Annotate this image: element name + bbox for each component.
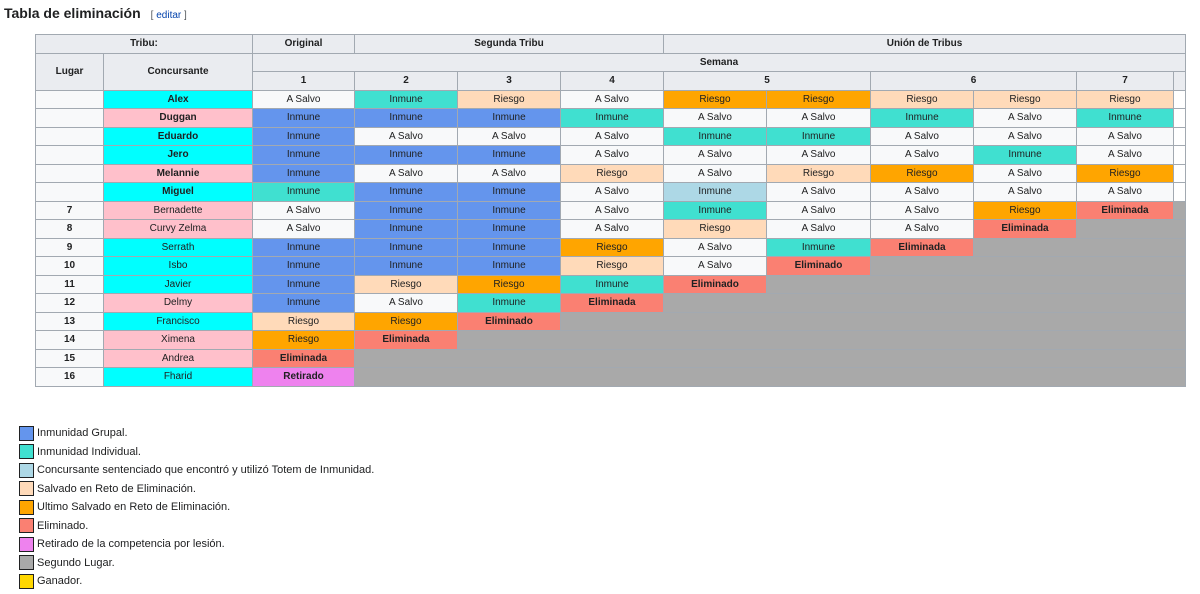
status-cell — [1174, 183, 1186, 202]
status-cell: Riesgo — [767, 90, 871, 109]
status-cell: Retirado — [253, 368, 355, 387]
table-row — [36, 201, 1186, 220]
status-cell: Inmune — [458, 220, 561, 239]
place-cell — [36, 146, 104, 165]
status-cell: A Salvo — [974, 127, 1077, 146]
place-cell: 13 — [36, 312, 104, 331]
status-cell — [1174, 146, 1186, 165]
eliminated-gray-cell — [355, 368, 1186, 387]
legend-label: Eliminado. — [37, 519, 89, 532]
status-cell: Inmune — [458, 109, 561, 128]
legend-swatch — [19, 481, 34, 496]
status-cell: Riesgo — [458, 275, 561, 294]
place-cell: 14 — [36, 331, 104, 350]
table-row — [36, 257, 1186, 276]
status-cell: A Salvo — [664, 257, 767, 276]
status-cell: Riesgo — [664, 90, 767, 109]
status-cell: A Salvo — [561, 90, 664, 109]
status-cell: Inmune — [253, 146, 355, 165]
status-cell: A Salvo — [561, 127, 664, 146]
table-body — [36, 90, 1186, 386]
status-cell: Inmune — [664, 127, 767, 146]
status-cell: Inmune — [355, 90, 458, 109]
table-row — [36, 368, 1186, 387]
status-cell: Inmune — [253, 109, 355, 128]
table-row — [36, 275, 1186, 294]
status-cell: Riesgo — [253, 312, 355, 331]
status-cell: Riesgo — [561, 257, 664, 276]
status-cell: Inmune — [561, 109, 664, 128]
status-cell: A Salvo — [355, 127, 458, 146]
status-cell: A Salvo — [664, 238, 767, 257]
status-cell: Inmune — [767, 238, 871, 257]
status-cell: Eliminada — [974, 220, 1077, 239]
status-cell: Riesgo — [974, 90, 1077, 109]
edit-link[interactable]: editar — [156, 10, 182, 21]
contestant-name: Alex — [104, 90, 253, 109]
status-cell: Inmune — [253, 294, 355, 313]
status-cell: Inmune — [253, 238, 355, 257]
status-cell: Eliminado — [458, 312, 561, 331]
table-row — [36, 220, 1186, 239]
legend-label: Salvado en Reto de Eliminación. — [37, 482, 196, 495]
status-cell: Riesgo — [974, 201, 1077, 220]
status-cell: A Salvo — [767, 220, 871, 239]
legend-swatch — [19, 518, 34, 533]
place-cell: 9 — [36, 238, 104, 257]
table-row — [36, 164, 1186, 183]
status-cell: Inmune — [561, 275, 664, 294]
section-heading — [4, 5, 187, 25]
table-row — [36, 183, 1186, 202]
place-cell: 12 — [36, 294, 104, 313]
status-cell: Inmune — [253, 127, 355, 146]
header-semana: Semana — [253, 53, 1186, 72]
status-cell: Inmune — [355, 183, 458, 202]
legend-label: Inmunidad Individual. — [37, 445, 141, 458]
status-cell: Inmune — [355, 146, 458, 165]
status-cell: Riesgo — [561, 164, 664, 183]
legend-label: Segundo Lugar. — [37, 556, 115, 569]
place-cell — [36, 183, 104, 202]
legend-swatch — [19, 537, 34, 552]
status-cell: Riesgo — [355, 275, 458, 294]
legend-item — [19, 517, 374, 536]
status-cell: Inmune — [458, 294, 561, 313]
status-cell: Inmune — [458, 238, 561, 257]
elimination-table — [35, 34, 1186, 387]
legend-item — [19, 424, 374, 443]
edit-section — [151, 10, 187, 21]
table-row — [36, 90, 1186, 109]
status-cell: Inmune — [355, 109, 458, 128]
status-cell: Riesgo — [253, 331, 355, 350]
eliminated-gray-cell — [767, 275, 1186, 294]
status-cell: A Salvo — [767, 183, 871, 202]
status-cell: A Salvo — [974, 183, 1077, 202]
status-cell: A Salvo — [253, 201, 355, 220]
status-cell: Inmune — [458, 183, 561, 202]
status-cell: Eliminada — [561, 294, 664, 313]
legend-label: Retirado de la competencia por lesión. — [37, 538, 225, 551]
status-cell: Inmune — [355, 220, 458, 239]
place-cell — [36, 127, 104, 146]
status-cell: A Salvo — [458, 127, 561, 146]
status-cell: A Salvo — [871, 201, 974, 220]
status-cell: Riesgo — [1077, 164, 1174, 183]
header-tribu: Tribu: — [36, 35, 253, 54]
status-cell: A Salvo — [355, 294, 458, 313]
status-cell: Riesgo — [871, 90, 974, 109]
contestant-name: Eduardo — [104, 127, 253, 146]
contestant-name: Bernadette — [104, 201, 253, 220]
legend-label: Inmunidad Grupal. — [37, 427, 128, 440]
eliminated-gray-cell — [974, 238, 1186, 257]
legend — [19, 424, 374, 591]
status-cell: A Salvo — [767, 201, 871, 220]
status-cell: A Salvo — [253, 90, 355, 109]
legend-swatch — [19, 426, 34, 441]
status-cell: Inmune — [767, 127, 871, 146]
place-cell — [36, 164, 104, 183]
contestant-name: Jero — [104, 146, 253, 165]
status-cell: Inmune — [458, 257, 561, 276]
status-cell: Inmune — [974, 146, 1077, 165]
status-cell: A Salvo — [561, 146, 664, 165]
week-header: 1 — [253, 72, 355, 91]
contestant-name: Delmy — [104, 294, 253, 313]
legend-swatch — [19, 500, 34, 515]
week-header: 3 — [458, 72, 561, 91]
eliminated-gray-cell — [561, 312, 1186, 331]
eliminated-gray-cell — [1174, 201, 1186, 220]
contestant-name: Ximena — [104, 331, 253, 350]
eliminated-gray-cell — [355, 349, 1186, 368]
status-cell: Inmune — [458, 201, 561, 220]
status-cell: Inmune — [253, 275, 355, 294]
status-cell: Inmune — [664, 201, 767, 220]
status-cell: Riesgo — [767, 164, 871, 183]
place-cell: 10 — [36, 257, 104, 276]
legend-label: Ganador. — [37, 575, 83, 588]
week-header: 2 — [355, 72, 458, 91]
status-cell: Riesgo — [355, 312, 458, 331]
status-cell: Inmune — [355, 257, 458, 276]
status-cell: Inmune — [458, 146, 561, 165]
place-cell: 15 — [36, 349, 104, 368]
contestant-name: Andrea — [104, 349, 253, 368]
status-cell: Riesgo — [664, 220, 767, 239]
week-header: 4 — [561, 72, 664, 91]
place-cell — [36, 109, 104, 128]
status-cell: Eliminada — [253, 349, 355, 368]
place-cell: 16 — [36, 368, 104, 387]
status-cell: A Salvo — [767, 109, 871, 128]
status-cell: A Salvo — [664, 109, 767, 128]
legend-item — [19, 443, 374, 462]
eliminated-gray-cell — [871, 257, 1186, 276]
status-cell: Eliminado — [664, 275, 767, 294]
header-concursante: Concursante — [104, 53, 253, 90]
table-row — [36, 238, 1186, 257]
status-cell: Eliminada — [355, 331, 458, 350]
contestant-name: Miguel — [104, 183, 253, 202]
eliminated-gray-cell — [664, 294, 1186, 313]
status-cell: Riesgo — [1077, 90, 1174, 109]
status-cell: A Salvo — [871, 127, 974, 146]
status-cell: A Salvo — [974, 164, 1077, 183]
legend-swatch — [19, 574, 34, 589]
status-cell: A Salvo — [871, 183, 974, 202]
status-cell: A Salvo — [1077, 127, 1174, 146]
status-cell: A Salvo — [561, 220, 664, 239]
status-cell — [1174, 164, 1186, 183]
status-cell: Inmune — [871, 109, 974, 128]
status-cell: A Salvo — [871, 220, 974, 239]
bracket-close: ] — [184, 10, 187, 21]
bracket-open: [ — [150, 10, 154, 21]
eliminated-gray-cell — [1077, 220, 1186, 239]
place-cell: 11 — [36, 275, 104, 294]
table-row — [36, 109, 1186, 128]
legend-swatch — [19, 463, 34, 478]
place-cell — [36, 90, 104, 109]
status-cell: A Salvo — [871, 146, 974, 165]
week-header: 5 — [664, 72, 871, 91]
contestant-name: Francisco — [104, 312, 253, 331]
status-cell: A Salvo — [974, 109, 1077, 128]
contestant-name: Duggan — [104, 109, 253, 128]
legend-item — [19, 480, 374, 499]
header-lugar: Lugar — [36, 53, 104, 90]
status-cell: A Salvo — [355, 164, 458, 183]
status-cell: Inmune — [253, 183, 355, 202]
legend-swatch — [19, 555, 34, 570]
table-row — [36, 312, 1186, 331]
legend-label: Ultimo Salvado en Reto de Eliminación. — [37, 501, 231, 514]
status-cell: A Salvo — [458, 164, 561, 183]
status-cell: Inmune — [355, 238, 458, 257]
status-cell: Riesgo — [871, 164, 974, 183]
table-row — [36, 294, 1186, 313]
table-row — [36, 146, 1186, 165]
contestant-name: Serrath — [104, 238, 253, 257]
legend-swatch — [19, 444, 34, 459]
table-row — [36, 331, 1186, 350]
week-header: 7 — [1077, 72, 1174, 91]
contestant-name: Curvy Zelma — [104, 220, 253, 239]
eliminated-gray-cell — [458, 331, 1186, 350]
legend-item — [19, 498, 374, 517]
place-cell: 7 — [36, 201, 104, 220]
status-cell: A Salvo — [1077, 183, 1174, 202]
status-cell: Inmune — [253, 164, 355, 183]
status-cell: A Salvo — [1077, 146, 1174, 165]
status-cell: Inmune — [355, 201, 458, 220]
status-cell: Eliminada — [871, 238, 974, 257]
status-cell: Eliminada — [1077, 201, 1174, 220]
table-row — [36, 349, 1186, 368]
status-cell: Riesgo — [561, 238, 664, 257]
status-cell: Inmune — [664, 183, 767, 202]
status-cell: A Salvo — [664, 146, 767, 165]
legend-item — [19, 572, 374, 591]
status-cell: Inmune — [253, 257, 355, 276]
status-cell: A Salvo — [561, 201, 664, 220]
legend-item — [19, 535, 374, 554]
status-cell — [1174, 127, 1186, 146]
contestant-name: Isbo — [104, 257, 253, 276]
week-header: 6 — [871, 72, 1077, 91]
status-cell: A Salvo — [767, 146, 871, 165]
status-cell: Riesgo — [458, 90, 561, 109]
table-row — [36, 127, 1186, 146]
contestant-name: Fharid — [104, 368, 253, 387]
week-header-extra — [1174, 72, 1186, 91]
status-cell: Inmune — [1077, 109, 1174, 128]
legend-item — [19, 461, 374, 480]
status-cell — [1174, 109, 1186, 128]
contestant-name: Javier — [104, 275, 253, 294]
header-original: Original — [253, 35, 355, 54]
place-cell: 8 — [36, 220, 104, 239]
status-cell — [1174, 90, 1186, 109]
status-cell: A Salvo — [561, 183, 664, 202]
status-cell: A Salvo — [664, 164, 767, 183]
section-title: Tabla de eliminación — [4, 5, 141, 21]
legend-label: Concursante sentenciado que encontró y utilizó Totem de Inmunidad. — [37, 464, 375, 477]
header-segunda-tribu: Segunda Tribu — [355, 35, 664, 54]
contestant-name: Melannie — [104, 164, 253, 183]
status-cell: Eliminado — [767, 257, 871, 276]
header-union-tribus: Unión de Tribus — [664, 35, 1186, 54]
legend-item — [19, 554, 374, 573]
status-cell: A Salvo — [253, 220, 355, 239]
